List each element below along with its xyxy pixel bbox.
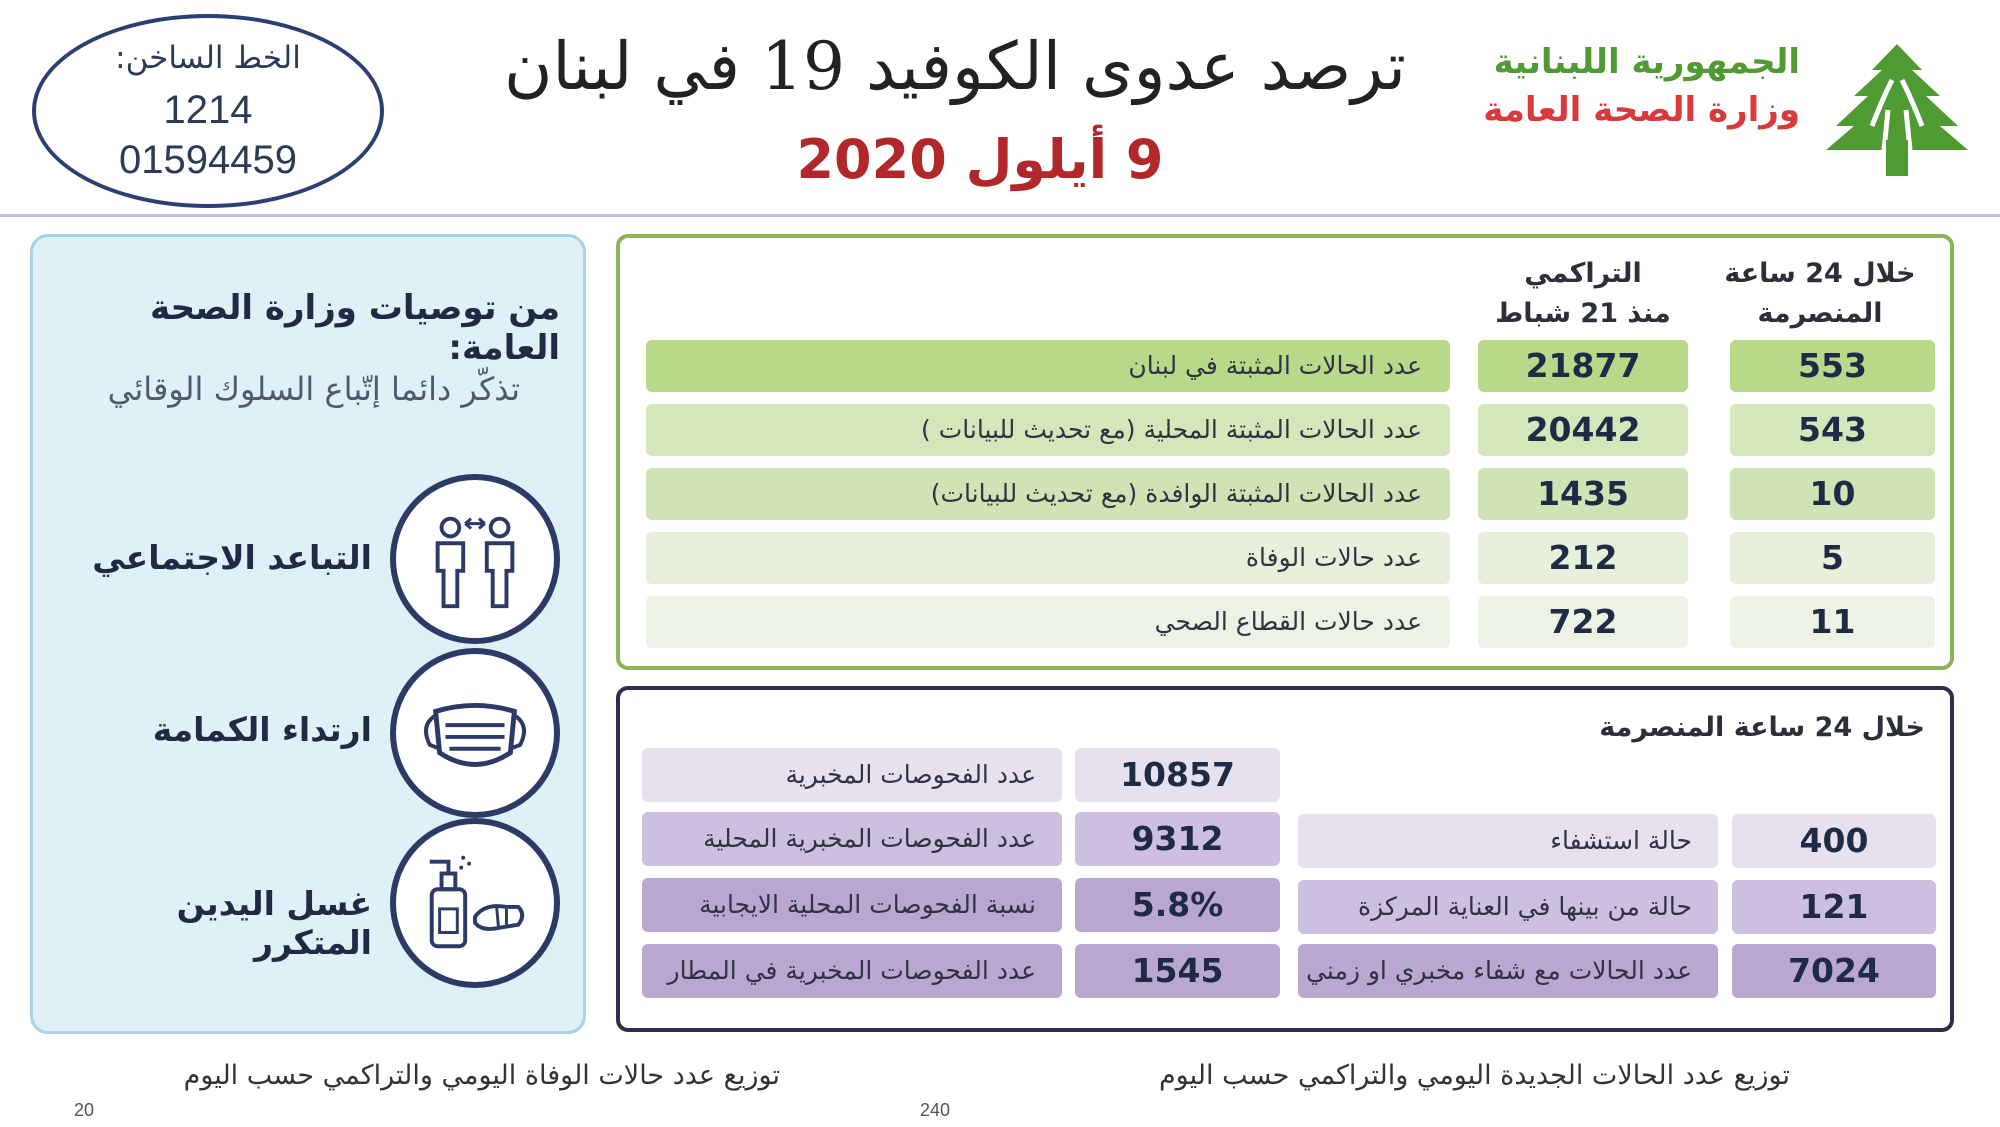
cases-label-2: عدد الحالات المثبتة المحلية (مع تحديث للبيانات ) xyxy=(646,404,1450,456)
reco-label-distancing: التباعد الاجتماعي xyxy=(92,538,372,577)
cases-chart-caption: توزيع عدد الحالات الجديدة اليومي والتراكمي حسب اليوم xyxy=(1158,1060,1790,1091)
cases-daily-5: 11 xyxy=(1730,596,1935,648)
hotline-number-long: 01594459 xyxy=(119,138,297,182)
cases-label-3: عدد الحالات المثبتة الوافدة (مع تحديث للبيانات) xyxy=(646,468,1450,520)
chart-tick-label: 20 xyxy=(74,1100,95,1120)
republic-name: الجمهورية اللبنانية xyxy=(1493,42,1800,82)
tests-label-3: نسبة الفحوصات المحلية الايجابية xyxy=(642,878,1062,932)
hospital-label-1: حالة استشفاء xyxy=(1298,814,1718,868)
col-header-24h xyxy=(1710,254,1930,334)
tests-label-2: عدد الفحوصات المخبرية المحلية xyxy=(642,812,1062,866)
cases-daily-4: 5 xyxy=(1730,532,1935,584)
cases-cumulative-4: 212 xyxy=(1478,532,1688,584)
cases-cumulative-5: 722 xyxy=(1478,596,1688,648)
cases-daily-3: 10 xyxy=(1730,468,1935,520)
reco-label-handwash: غسل اليدين المتكرر xyxy=(176,884,372,962)
cases-label-1: عدد الحالات المثبتة في لبنان xyxy=(646,340,1450,392)
tests-label-1: عدد الفحوصات المخبرية xyxy=(642,748,1062,802)
header-divider xyxy=(0,214,2000,217)
report-date: 9 أيلول 2020 xyxy=(796,128,1164,191)
hospital-label-3: عدد الحالات مع شفاء مخبري او زمني xyxy=(1298,944,1718,998)
hotline-badge xyxy=(32,14,384,208)
page-title: ترصد عدوى الكوفيد 19 في لبنان xyxy=(503,28,1407,105)
recommendations-title: من توصيات وزارة الصحة العامة: xyxy=(150,288,560,368)
col-header-24h-line1: خلال 24 ساعة xyxy=(1724,258,1916,289)
chart-tick-label: 240 xyxy=(920,1100,951,1120)
col-header-cumulative-line2: منذ 21 شباط xyxy=(1495,298,1671,329)
tests-value-1: 10857 xyxy=(1075,748,1280,802)
cedar-tree-icon xyxy=(1822,40,1972,180)
hotline-title: الخط الساخن: xyxy=(115,40,301,76)
cases-label-4: عدد حالات الوفاة xyxy=(646,532,1450,584)
hand-sanitizer-icon xyxy=(390,818,560,988)
tests-value-4: 1545 xyxy=(1075,944,1280,998)
last24-title: خلال 24 ساعة المنصرمة xyxy=(1599,712,1925,743)
tests-label-4: عدد الفحوصات المخبرية في المطار xyxy=(642,944,1062,998)
recommendations-subtitle: تذكّر دائما إتّباع السلوك الوقائي xyxy=(107,370,520,408)
reco-label-mask: ارتداء الكمامة xyxy=(152,710,372,749)
social-distancing-icon xyxy=(390,474,560,644)
cases-daily-1: 553 xyxy=(1730,340,1935,392)
hospital-value-3: 7024 xyxy=(1732,944,1936,998)
col-header-24h-line2: المنصرمة xyxy=(1757,298,1883,329)
hotline-number-short: 1214 xyxy=(163,88,253,132)
cases-cumulative-3: 1435 xyxy=(1478,468,1688,520)
cases-cumulative-1: 21877 xyxy=(1478,340,1688,392)
deaths-chart-caption: توزيع عدد حالات الوفاة اليومي والتراكمي حسب اليوم xyxy=(183,1060,780,1091)
hospital-label-2: حالة من بينها في العناية المركزة xyxy=(1298,880,1718,934)
col-header-cumulative xyxy=(1478,254,1688,334)
cases-label-5: عدد حالات القطاع الصحي xyxy=(646,596,1450,648)
tests-value-3: 5.8% xyxy=(1075,878,1280,932)
col-header-cumulative-line1: التراكمي xyxy=(1524,258,1642,289)
hospital-value-1: 400 xyxy=(1732,814,1936,868)
cases-daily-2: 543 xyxy=(1730,404,1935,456)
tests-value-2: 9312 xyxy=(1075,812,1280,866)
cases-cumulative-2: 20442 xyxy=(1478,404,1688,456)
ministry-name: وزارة الصحة العامة xyxy=(1483,90,1800,130)
hospital-value-2: 121 xyxy=(1732,880,1936,934)
face-mask-icon xyxy=(390,648,560,818)
